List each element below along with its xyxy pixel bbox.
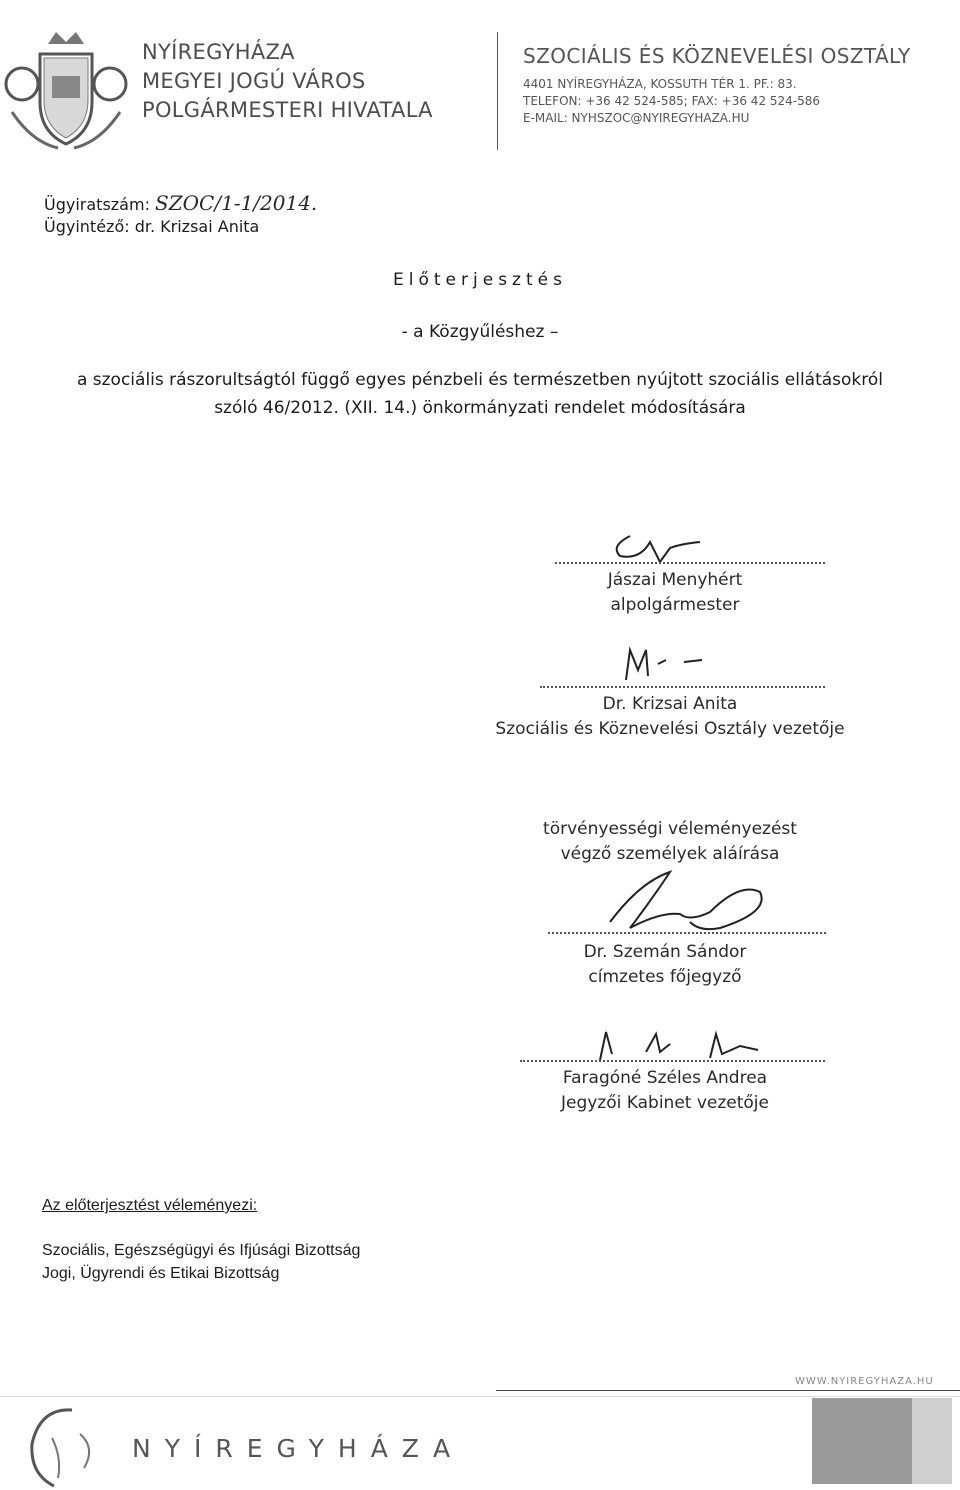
signatory-role: alpolgármester [610, 595, 740, 615]
signature-line [540, 686, 825, 688]
footer-decoration [912, 1398, 952, 1484]
handwritten-signature-icon [600, 526, 710, 566]
organization-name [142, 38, 433, 125]
department-title: SZOCIÁLIS ÉS KÖZNEVELÉSI OSZTÁLY [523, 44, 911, 68]
legality-heading-line: törvényességi véleményezést [543, 819, 797, 839]
handwritten-signature-icon [590, 1024, 770, 1064]
department-email: E-MAIL: NYHSZOC@NYIREGYHAZA.HU [523, 111, 750, 125]
footer-divider [0, 1396, 960, 1397]
document-meta [44, 192, 317, 238]
signature-line [520, 1060, 825, 1062]
legality-heading [520, 817, 820, 867]
org-line: POLGÁRMESTERI HIVATALA [142, 98, 433, 122]
signature-cabinet [530, 1066, 800, 1116]
footer-divider [496, 1390, 960, 1391]
handwritten-signature-icon [618, 640, 728, 686]
opinion-block [42, 1194, 360, 1285]
signatory-name: Faragóné Széles Andrea [562, 1068, 768, 1088]
signatory-name: Jászai Menyhért [607, 570, 743, 590]
city-logo-icon [24, 1404, 100, 1490]
city-crest-icon [2, 24, 130, 154]
officer-label: Ügyintéző: [44, 217, 130, 236]
signatory-name: Dr. Szemán Sándor [583, 942, 747, 962]
org-line: NYÍREGYHÁZA [142, 40, 295, 64]
file-number-label: Ügyiratszám: [44, 195, 150, 214]
department-address: 4401 NYÍREGYHÁZA, KOSSUTH TÉR 1. PF.: 83. [523, 77, 797, 91]
footer-brand: NYÍREGYHÁZA [132, 1434, 465, 1463]
footer-decoration [812, 1398, 912, 1484]
signature-deputy-mayor [555, 568, 795, 618]
document-title: Előterjesztés [393, 270, 567, 290]
signature-head [490, 692, 850, 742]
committee-item: Szociális, Egészségügyi és Ifjúsági Bizottság [42, 1242, 361, 1259]
org-line: MEGYEI JOGÚ VÁROS [142, 69, 366, 93]
header-divider [497, 32, 498, 150]
department-block [523, 44, 953, 127]
department-phone: TELEFON: +36 42 524-585; FAX: +36 42 524-586 [523, 94, 821, 108]
signatory-role: Szociális és Köznevelési Osztály vezetője [495, 719, 845, 739]
officer-name: dr. Krizsai Anita [134, 217, 260, 236]
file-number-handwritten: SZOC/1-1/2014. [155, 191, 318, 215]
handwritten-signature-icon [590, 862, 780, 936]
document-subject: a szociális rászorultságtól függő egyes pénzbeli és természetben nyújtott szociális ellátásokról szóló 46/2012. (XII. 14.) önkormányzati rendelet módosítására [76, 370, 884, 418]
footer-url: WWW.NYIREGYHAZA.HU [795, 1376, 934, 1387]
signatory-role: címzetes főjegyző [588, 967, 742, 987]
signature-line [548, 932, 826, 934]
legality-heading-line: végző személyek aláírása [560, 844, 780, 864]
document-subtitle: - a Közgyűléshez – [401, 322, 559, 342]
signature-clerk [530, 940, 800, 990]
signatory-role: Jegyzői Kabinet vezetője [560, 1093, 769, 1113]
signatory-name: Dr. Krizsai Anita [602, 694, 738, 714]
signature-line [555, 562, 825, 564]
opinion-heading: Az előterjesztést véleményezi: [42, 1197, 258, 1214]
committee-item: Jogi, Ügyrendi és Etikai Bizottság [42, 1265, 280, 1282]
